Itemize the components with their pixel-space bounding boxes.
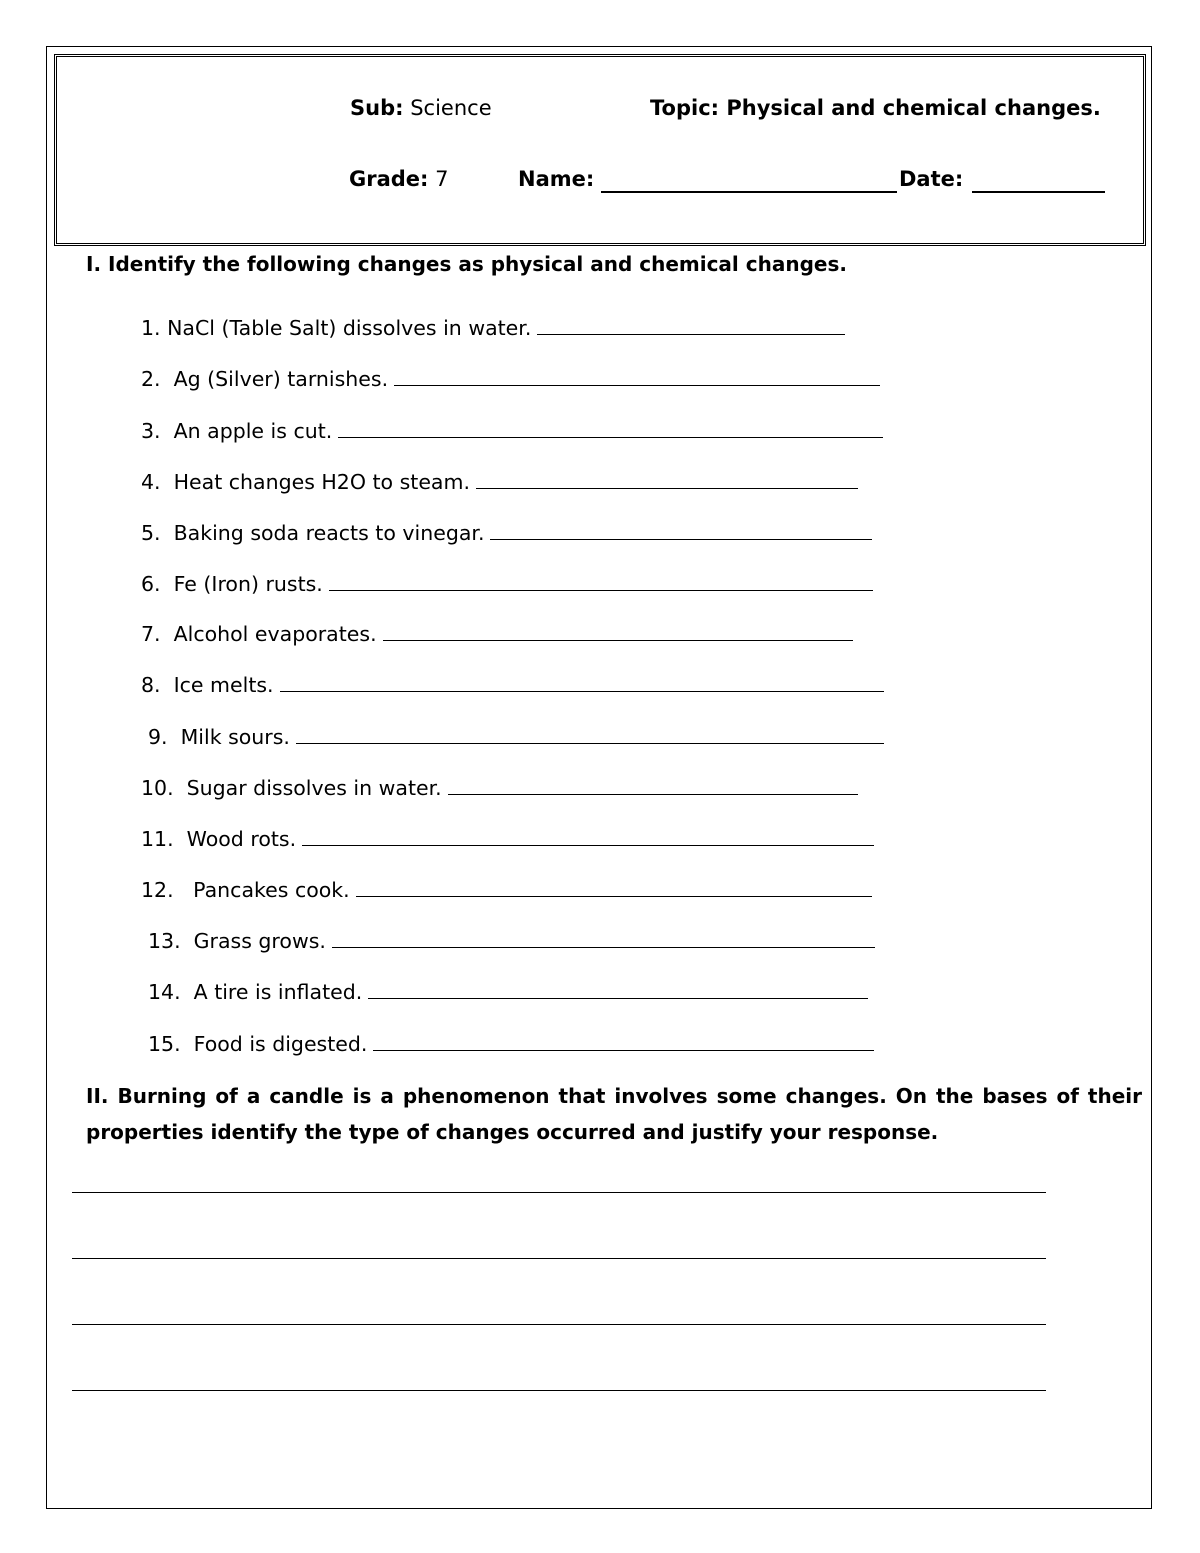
date-blank[interactable] xyxy=(972,191,1105,193)
question-2: 2. Ag (Silver) tarnishes. xyxy=(141,369,880,390)
grade-value: 7 xyxy=(435,167,449,191)
answer-line[interactable] xyxy=(72,1324,1046,1325)
topic-value: Physical and chemical changes. xyxy=(726,96,1101,120)
answer-line[interactable] xyxy=(72,1258,1046,1259)
answer-blank[interactable] xyxy=(329,590,873,591)
answer-blank[interactable] xyxy=(394,385,880,386)
section-2-prompt: II. Burning of a candle is a phenomenon that involves some changes. On the bases of their properties identify the type of changes occurred and justify your response. xyxy=(86,1084,1142,1144)
answer-blank[interactable] xyxy=(383,640,853,641)
topic-field: Topic: Physical and chemical changes. xyxy=(650,96,1101,120)
answer-blank[interactable] xyxy=(296,743,884,744)
question-12: 12. Pancakes cook. xyxy=(141,880,872,901)
question-7: 7. Alcohol evaporates. xyxy=(141,624,853,645)
topic-label: Topic xyxy=(650,96,711,120)
question-5: 5. Baking soda reacts to vinegar. xyxy=(141,523,872,544)
question-3: 3. An apple is cut. xyxy=(141,421,883,442)
answer-blank[interactable] xyxy=(302,845,874,846)
question-10: 10. Sugar dissolves in water. xyxy=(141,778,858,799)
answer-blank[interactable] xyxy=(338,437,883,438)
date-field xyxy=(899,169,963,190)
name-field xyxy=(518,169,594,190)
question-15: 15. Food is digested. xyxy=(148,1034,874,1055)
subject-field: Sub: Science xyxy=(350,96,492,120)
answer-blank[interactable] xyxy=(476,488,858,489)
question-6: 6. Fe (Iron) rusts. xyxy=(141,574,873,595)
answer-blank[interactable] xyxy=(332,947,875,948)
question-8: 8. Ice melts. xyxy=(141,675,884,696)
question-13: 13. Grass grows. xyxy=(148,931,875,952)
answer-blank[interactable] xyxy=(490,539,872,540)
answer-blank[interactable] xyxy=(373,1050,874,1051)
question-4: 4. Heat changes H2O to steam. xyxy=(141,472,858,493)
answer-blank[interactable] xyxy=(448,794,858,795)
grade-label: Grade xyxy=(349,167,421,191)
subject-value: Science xyxy=(410,96,492,120)
answer-blank[interactable] xyxy=(356,896,872,897)
subject-label: Sub xyxy=(350,96,396,120)
answer-line[interactable] xyxy=(72,1390,1046,1391)
answer-blank[interactable] xyxy=(280,691,884,692)
answer-blank[interactable] xyxy=(368,998,868,999)
name-label: Name: xyxy=(518,167,595,191)
name-blank[interactable] xyxy=(601,191,897,193)
answer-line[interactable] xyxy=(72,1192,1046,1193)
question-14: 14. A tire is inflated. xyxy=(148,982,868,1003)
question-9: 9. Milk sours. xyxy=(148,727,884,748)
grade-field: Grade: 7 xyxy=(349,167,449,191)
header-box xyxy=(54,54,1146,246)
question-1: 1. NaCl (Table Salt) dissolves in water. xyxy=(141,318,845,339)
date-label: Date: xyxy=(899,167,964,191)
question-11: 11. Wood rots. xyxy=(141,829,874,850)
answer-blank[interactable] xyxy=(537,334,845,335)
section-1-title: I. Identify the following changes as physical and chemical changes. xyxy=(86,252,847,276)
